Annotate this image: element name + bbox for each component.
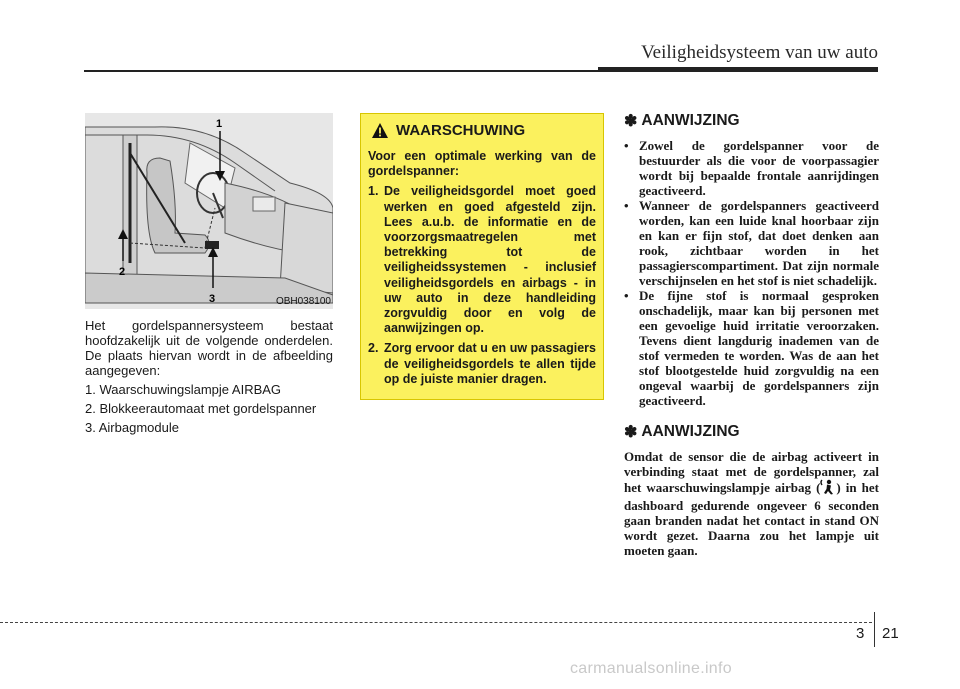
note-heading	[624, 422, 879, 442]
note-heading	[624, 111, 879, 131]
warning-triangle-icon	[372, 123, 388, 138]
note-heading-label: AANWIJZING	[641, 112, 740, 129]
note-text-before: Omdat de sensor die de airbag activeert in verbinding staat met de gordelspanner, zal het waarschuwingslampje airbag (	[624, 449, 879, 495]
warning-list-item	[368, 341, 596, 387]
warning-intro: Voor een optimale werking van de gordelspanner:	[368, 149, 596, 179]
chapter-number: 3	[856, 625, 865, 642]
intro-paragraph: Het gordelspannersysteem bestaat hoofdzakelijk uit de volgende onderdelen. De plaats hiervan wordt in de afbeelding aangegeven:	[85, 318, 333, 378]
page-header-title: Veiligheidsysteem van uw auto	[641, 42, 878, 63]
figure-callout-1: 1	[216, 118, 223, 130]
note-bullet-text: Zowel de gordelspanner voor de bestuurder als die voor de voorpassagier wordt bij bepaalde frontale aanrijdingen geactiveerd.	[639, 138, 879, 198]
list-item: 2. Blokkeerautomaat met gordelspanner	[85, 401, 317, 416]
note-bullet-text: Wanneer de gordelspanners geactiveerd worden, kan een luide knal hoorbaar zijn en kan er fijn stof, dat doet denken aan rook, zichtbaar worden in het passagierscompartiment. Dat zijn normale verschijnselen en het stof is niet schadelijk.	[639, 198, 879, 288]
note-bullet-item	[624, 198, 879, 288]
note-star-icon: ✽	[624, 113, 638, 130]
warning-list-item	[368, 184, 596, 336]
warning-item-number: 1.	[368, 184, 379, 199]
note-bullet-item	[624, 138, 879, 198]
page-number: 21	[882, 625, 899, 642]
warning-item-text: Zorg ervoor dat u en uw passagiers de veiligheidsgordels te allen tijde op de juiste manier dragen.	[384, 341, 596, 386]
warning-item-text: De veiligheidsgordel moet goed werken en goed afgesteld zijn. Lees a.u.b. de informatie en de voorzorgsmaatregelen met betrekking tot de veiligheidssystemen - inclusief veiligheidsgordels en airbags - in uw auto in deze handleiding zorgvuldig door en volg de aanwijzingen op.	[384, 184, 596, 336]
left-column-text	[85, 318, 333, 435]
car-interior-illustration	[85, 113, 333, 309]
note-paragraph	[624, 449, 879, 558]
bullet: •	[624, 138, 629, 153]
list-item: 1. Waarschuwingslampje AIRBAG	[85, 382, 282, 397]
bullet: •	[624, 288, 629, 303]
warning-box	[360, 113, 604, 400]
note-star-icon: ✽	[624, 424, 638, 441]
header-accent-bar	[598, 67, 878, 72]
note-heading-label: AANWIJZING	[641, 423, 740, 440]
note-text-after: ) in het dashboard gedurende ongeveer 6 seconden gaan branden nadat het contact in stand ON wordt gezet. Daarna zou het lampje uit moeten gaan.	[624, 480, 880, 558]
warning-item-number: 2.	[368, 341, 379, 356]
footer-dashed-rule	[0, 622, 872, 623]
right-column	[624, 108, 879, 558]
footer-divider	[874, 612, 875, 647]
figure-caption: OBH038100	[275, 296, 331, 307]
figure-callout-2: 2	[119, 266, 126, 278]
watermark: carmanualsonline.info	[570, 660, 732, 677]
figure-callout-3: 3	[209, 293, 216, 305]
seat-belt-pretensioner-figure	[85, 113, 333, 309]
list-item: 3. Airbagmodule	[85, 420, 179, 435]
note-bullet-text: De fijne stof is normaal gesproken onschadelijk, maar kan bij personen met een gevoelige huid irritatie veroorzaken. Tevens dient langdurig inademen van de stof vermeden te worden. Was de aan het stof blootgestelde huid zorgvuldig na een ongeval waarbij de gordelspanners zijn geactiveerd.	[639, 288, 879, 408]
bullet: •	[624, 198, 629, 213]
warning-title-label: WAARSCHUWING	[396, 122, 526, 139]
airbag-warning-icon	[820, 479, 836, 498]
warning-title	[372, 122, 596, 139]
note-bullet-item	[624, 288, 879, 408]
